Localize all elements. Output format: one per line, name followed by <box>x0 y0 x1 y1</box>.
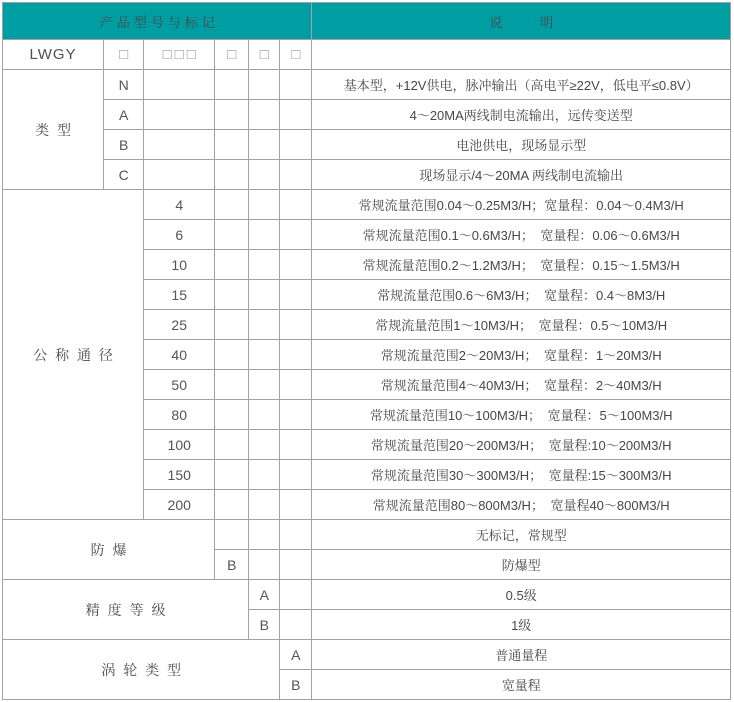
empty-cell <box>249 490 280 520</box>
accuracy-row <box>3 580 731 610</box>
empty-cell <box>280 130 312 160</box>
empty-cell <box>280 280 312 310</box>
empty-cell <box>280 460 312 490</box>
empty-cell <box>280 100 312 130</box>
empty-cell <box>280 220 312 250</box>
diameter-code: 80 <box>144 400 215 430</box>
accuracy-code: B <box>249 610 280 640</box>
empty-cell <box>249 220 280 250</box>
diameter-desc: 常规流量范围10～100M3/H； 宽量程：5～100M3/H <box>312 400 731 430</box>
diameter-code: 40 <box>144 340 215 370</box>
type-code: B <box>104 130 144 160</box>
empty-cell <box>215 160 249 190</box>
empty-cell <box>215 370 249 400</box>
model-code-row <box>3 40 731 70</box>
diameter-desc: 常规流量范围20～200M3/H； 宽量程:10～200M3/H <box>312 430 731 460</box>
empty-cell <box>249 370 280 400</box>
type-desc: 现场显示/4～20MA 两线制电流输出 <box>312 160 731 190</box>
diameter-desc: 常规流量范围30～300M3/H； 宽量程:15～300M3/H <box>312 460 731 490</box>
type-desc: 电池供电，现场显示型 <box>312 130 731 160</box>
diameter-row <box>3 190 731 220</box>
empty-cell <box>280 520 312 550</box>
diameter-desc: 常规流量范围4～40M3/H； 宽量程：2～40M3/H <box>312 370 731 400</box>
accuracy-section-label: 精 度 等 级 <box>3 580 249 640</box>
explosion-proof-section-label: 防 爆 <box>3 520 215 580</box>
empty-cell <box>249 250 280 280</box>
empty-cell <box>215 190 249 220</box>
type-row <box>3 130 731 160</box>
empty-cell <box>280 190 312 220</box>
turbine-type-code: A <box>280 640 312 670</box>
empty-cell <box>144 130 215 160</box>
empty-cell <box>280 490 312 520</box>
placeholder-box-cell: □ <box>280 40 312 70</box>
diameter-desc: 常规流量范围0.6～6M3/H； 宽量程：0.4～8M3/H <box>312 280 731 310</box>
empty-cell <box>215 340 249 370</box>
diameter-desc: 常规流量范围80～800M3/H； 宽量程40～800M3/H <box>312 490 731 520</box>
type-row <box>3 70 731 100</box>
type-code: N <box>104 70 144 100</box>
explosion-proof-code: B <box>215 550 249 580</box>
type-code: C <box>104 160 144 190</box>
placeholder-box-cell: □ <box>215 40 249 70</box>
empty-cell <box>249 400 280 430</box>
diameter-code: 6 <box>144 220 215 250</box>
diameter-desc: 常规流量范围0.1～0.6M3/H； 宽量程：0.06～0.6M3/H <box>312 220 731 250</box>
type-code: A <box>104 100 144 130</box>
accuracy-desc: 1级 <box>312 610 731 640</box>
explosion-proof-desc: 无标记，常规型 <box>312 520 731 550</box>
model-spec-table <box>2 2 731 700</box>
empty-cell <box>280 610 312 640</box>
empty-cell <box>215 490 249 520</box>
turbine-type-desc: 普通量程 <box>312 640 731 670</box>
accuracy-code: A <box>249 580 280 610</box>
placeholder-box-cell: □ <box>249 40 280 70</box>
empty-cell <box>215 460 249 490</box>
empty-cell <box>249 100 280 130</box>
diameter-section-label: 公 称 通 径 <box>3 190 144 520</box>
empty-cell <box>280 430 312 460</box>
empty-cell <box>215 280 249 310</box>
empty-cell <box>249 430 280 460</box>
empty-cell <box>280 550 312 580</box>
empty-cell <box>144 100 215 130</box>
model-prefix: LWGY <box>3 40 104 70</box>
type-desc: 基本型，+12V供电，脉冲输出（高电平≥22V，低电平≤0.8V） <box>312 70 731 100</box>
empty-cell <box>215 220 249 250</box>
empty-cell <box>249 520 280 550</box>
turbine-type-row <box>3 640 731 670</box>
empty-cell <box>280 70 312 100</box>
explosion-proof-desc: 防爆型 <box>312 550 731 580</box>
turbine-type-desc: 宽量程 <box>312 670 731 700</box>
empty-cell <box>249 310 280 340</box>
placeholder-box-triple-cell: □□□ <box>144 40 215 70</box>
empty-cell <box>215 400 249 430</box>
diameter-code: 50 <box>144 370 215 400</box>
diameter-code: 150 <box>144 460 215 490</box>
diameter-code: 100 <box>144 430 215 460</box>
empty-cell <box>215 430 249 460</box>
empty-cell <box>249 340 280 370</box>
type-row <box>3 100 731 130</box>
turbine-type-code: B <box>280 670 312 700</box>
explosion-proof-row <box>3 520 731 550</box>
empty-cell <box>249 550 280 580</box>
empty-cell <box>280 250 312 280</box>
diameter-desc: 常规流量范围0.2～1.2M3/H； 宽量程：0.15～1.5M3/H <box>312 250 731 280</box>
diameter-desc: 常规流量范围1～10M3/H； 宽量程：0.5～10M3/H <box>312 310 731 340</box>
empty-cell <box>215 100 249 130</box>
empty-cell <box>144 160 215 190</box>
diameter-desc: 常规流量范围0.04～0.25M3/H；宽量程：0.04～0.4M3/H <box>312 190 731 220</box>
empty-cell <box>215 130 249 160</box>
type-desc: 4～20MA两线制电流输出，远传变送型 <box>312 100 731 130</box>
empty-cell <box>249 70 280 100</box>
turbine-type-section-label: 涡 轮 类 型 <box>3 640 280 700</box>
empty-cell <box>280 370 312 400</box>
empty-cell <box>215 70 249 100</box>
accuracy-desc: 0.5级 <box>312 580 731 610</box>
empty-cell <box>215 250 249 280</box>
empty-cell <box>280 580 312 610</box>
diameter-desc: 常规流量范围2～20M3/H； 宽量程：1～20M3/H <box>312 340 731 370</box>
empty-cell <box>249 190 280 220</box>
empty-cell <box>249 130 280 160</box>
description-title-header: 说 明 <box>312 3 731 40</box>
diameter-code: 200 <box>144 490 215 520</box>
diameter-code: 25 <box>144 310 215 340</box>
type-section-label: 类 型 <box>3 70 104 190</box>
empty-cell <box>215 310 249 340</box>
empty-cell <box>249 280 280 310</box>
type-row <box>3 160 731 190</box>
empty-cell <box>280 160 312 190</box>
empty-cell <box>249 160 280 190</box>
empty-cell <box>280 340 312 370</box>
table-header-row <box>3 3 731 40</box>
diameter-code: 10 <box>144 250 215 280</box>
explosion-proof-code <box>215 520 249 550</box>
empty-cell <box>280 310 312 340</box>
empty-cell <box>249 460 280 490</box>
diameter-code: 15 <box>144 280 215 310</box>
diameter-code: 4 <box>144 190 215 220</box>
empty-cell <box>144 70 215 100</box>
empty-cell <box>280 400 312 430</box>
placeholder-box-cell: □ <box>104 40 144 70</box>
model-desc-empty <box>312 40 731 70</box>
model-title-header: 产品型号与标记 <box>3 3 312 40</box>
